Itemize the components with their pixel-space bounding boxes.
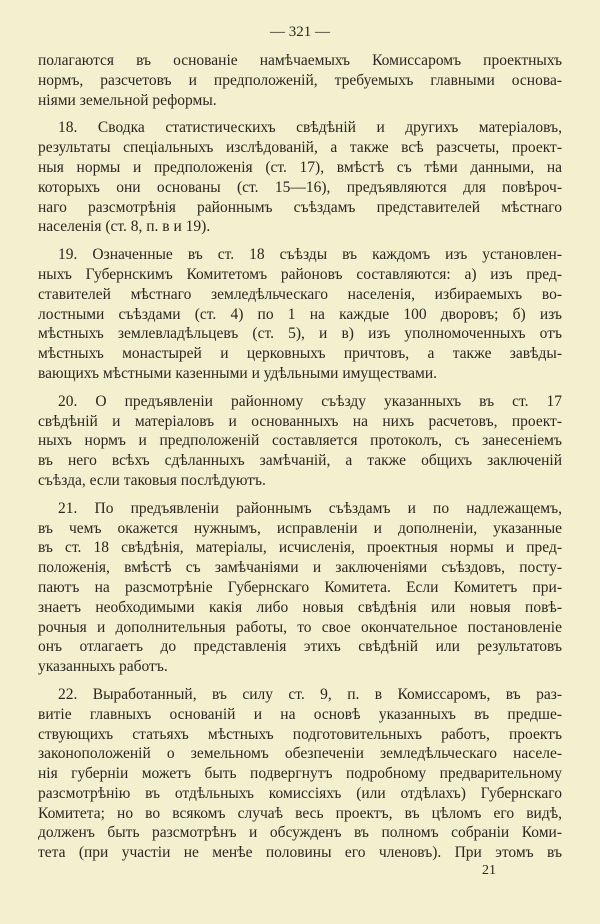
text-line: знаетъ необходимыми какія либо новыя свѣдѣнія или новыя повѣ- <box>38 598 562 616</box>
article-paragraph <box>38 499 562 677</box>
text-line: съѣзда, если таковыя послѣдуютъ. <box>38 471 266 489</box>
text-line: нормъ, разсчетовъ и предположеній, требуемыхъ главными основа- <box>38 71 562 89</box>
text-line: въ ст. 18 свѣдѣнія, матеріалы, исчисленія, проектныя нормы и пред- <box>38 539 562 557</box>
text-line: въ него всѣхъ сдѣланныхъ замѣчаній, а также общихъ заключеній <box>38 452 562 470</box>
text-line: населенія (ст. 8, п. в и 19). <box>38 218 211 236</box>
text-line: онъ отлагаетъ до представленія этихъ свѣдѣній или результатовъ <box>38 638 562 656</box>
article-paragraph <box>38 392 562 491</box>
page-number: — 321 — <box>270 24 330 40</box>
text-line: долженъ быть разсмотрѣнъ и обсужденъ въ полномъ собраніи Коми- <box>38 824 562 842</box>
text-line: ныхъ Губернскимъ Комитетомъ районовъ составляются: а) изъ пред- <box>38 265 562 283</box>
text-line: 20. О предъявленіи районному съѣзду указанныхъ въ ст. 17 <box>58 392 562 410</box>
text-line: положенія, вмѣстѣ съ замѣчаніями и заключеніями съѣздовъ, посту- <box>38 559 562 577</box>
text-line: полагаются въ основаніе намѣчаемыхъ Комиссаромъ проектныхъ <box>38 52 562 69</box>
text-line: ствующихъ статьяхъ мѣстныхъ подготовительныхъ работъ, проектъ <box>38 725 562 743</box>
text-line: 21. По предъявленіи районнымъ съѣздамъ и по надлежащемъ, <box>58 499 562 517</box>
text-line: витіе главныхъ основаній и на основѣ указанныхъ въ предше- <box>38 705 562 723</box>
printer-signature-mark: 21 <box>482 863 496 878</box>
text-line: 19. Означенные въ ст. 18 съѣзды въ каждомъ изъ установлен- <box>58 246 562 264</box>
text-line: свѣдѣній и матеріаловъ и основанныхъ на нихъ расчетовъ, проект- <box>38 412 562 430</box>
text-line: паютъ на разсмотрѣніе Губернскаго Комитета. Если Комитетъ при- <box>38 578 562 596</box>
text-line: мѣстныхъ монастырей и церковныхъ причтовъ, а также завѣды- <box>38 345 562 363</box>
text-line: законоположеній о земельномъ обезпеченіи земледѣльческаго населе- <box>38 745 562 763</box>
text-line: 22. Выработанный, въ силу ст. 9, п. в Комиссаромъ, въ раз- <box>58 685 562 703</box>
text-line: рочныя и дополнительныя работы, то свое окончательное постановленіе <box>38 618 562 636</box>
text-line: ныя нормы и предположенія (ст. 17), вмѣстѣ съ тѣми данными, на <box>38 158 562 176</box>
text-line: ніями земельной реформы. <box>38 91 217 109</box>
text-line: въ чемъ окажется нужнымъ, исправленіи и дополненіи, указанные <box>38 519 562 537</box>
paragraph-continued <box>38 51 562 110</box>
text-line: вающихъ мѣстными казенными и удѣльными имуществами. <box>38 364 437 382</box>
text-line: Комитета; но во всякомъ случаѣ весь проектъ, въ цѣломъ его видѣ, <box>38 804 562 822</box>
text-line: нія губерніи можетъ быть подвергнутъ подробному предварительному <box>38 765 562 783</box>
text-line: которыхъ они основаны (ст. 15—16), предъявляются для повѣроч- <box>38 178 562 196</box>
text-line: тета (при участіи не менѣе половины его членовъ). При этомъ въ <box>38 844 562 862</box>
text-line: результаты спеціальныхъ изслѣдованій, а также всѣ разсчеты, проект- <box>38 139 562 157</box>
text-line: ставителей мѣстнаго земледѣльческаго населенія, избираемыхъ во- <box>38 285 562 303</box>
text-line: ныхъ нормъ и предположеній составляется протоколъ, съ занесеніемъ <box>38 432 562 450</box>
article-paragraph <box>38 245 562 384</box>
text-line: указанныхъ работъ. <box>38 658 168 676</box>
document-body <box>38 51 562 871</box>
text-line: наго разсмотрѣнія районнымъ съѣздамъ представителей мѣстнаго <box>38 198 562 216</box>
text-line: 18. Сводка статистическихъ свѣдѣній и другихъ матеріаловъ, <box>58 119 562 137</box>
text-line: разсмотрѣнію въ отдѣльныхъ комиссіяхъ (или отдѣлахъ) Губернскаго <box>38 784 562 802</box>
text-line: мѣстныхъ землевладѣльцевъ (ст. 5), и в) изъ уполномоченныхъ отъ <box>38 325 562 343</box>
text-line: лостными съѣздами (ст. 4) по 1 на каждые 100 дворовъ; б) изъ <box>38 305 562 323</box>
article-paragraph <box>38 118 562 237</box>
article-paragraph <box>38 685 562 863</box>
